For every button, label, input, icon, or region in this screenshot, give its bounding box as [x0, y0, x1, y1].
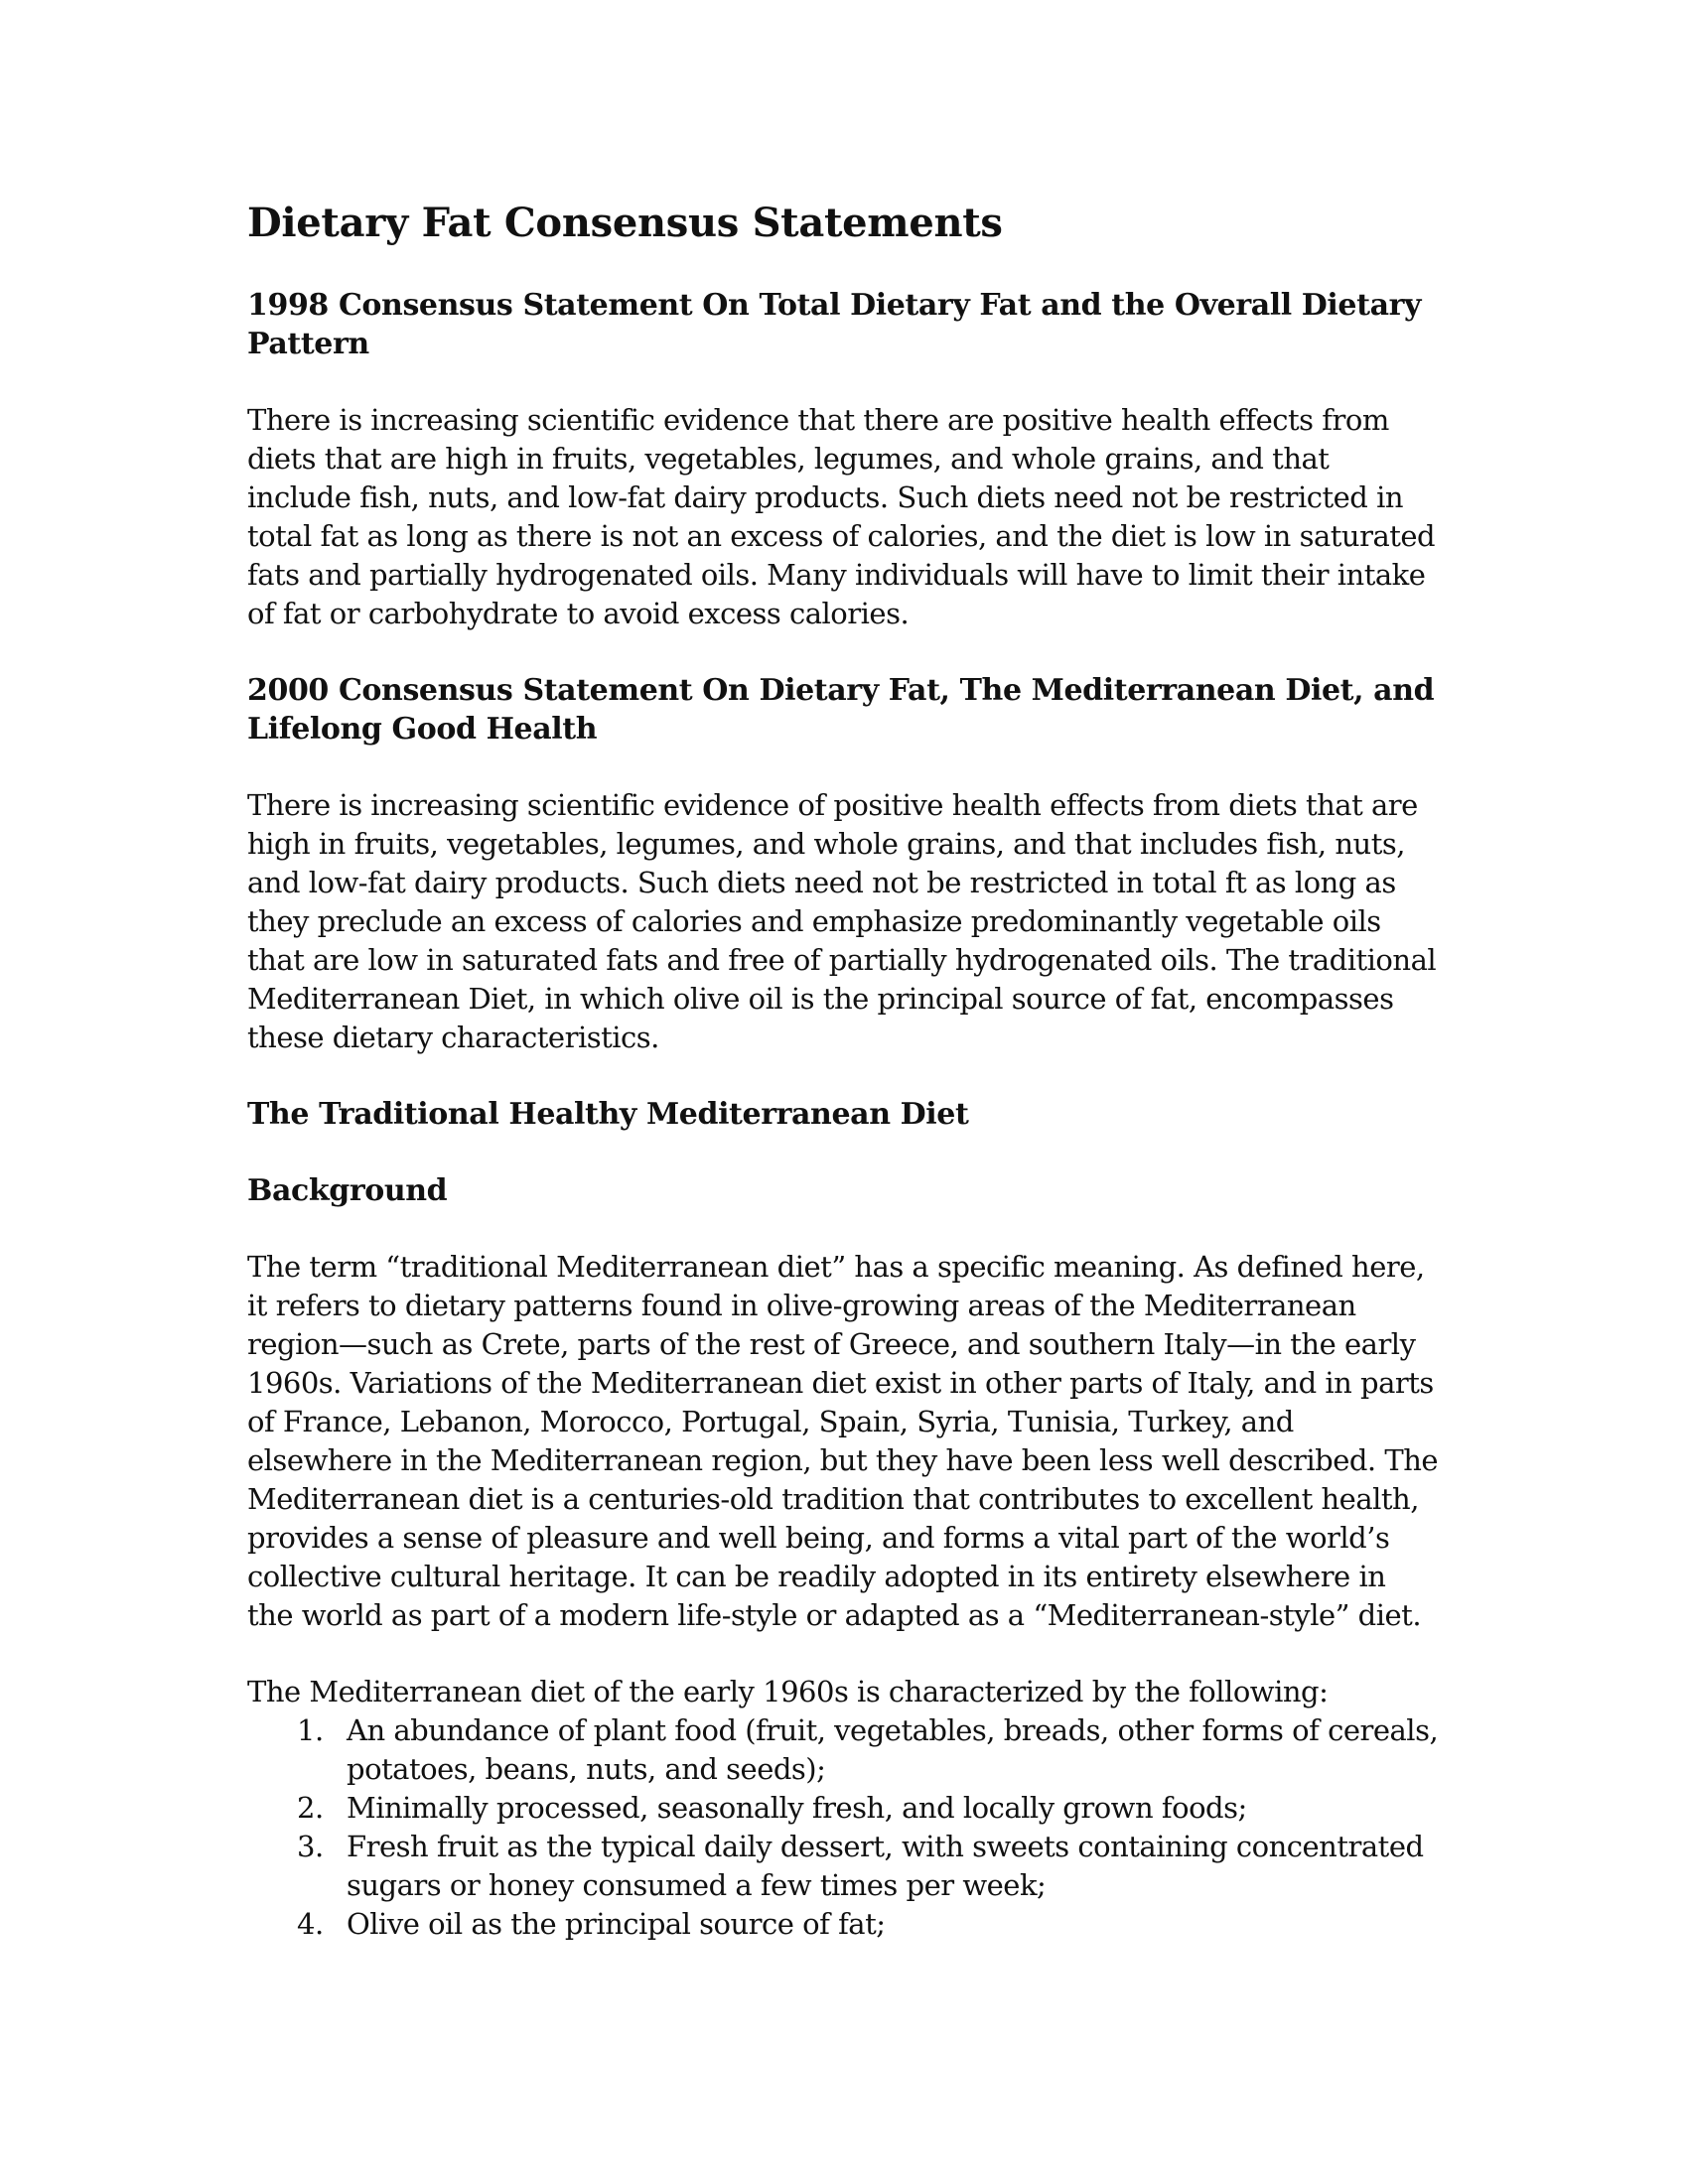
list-item-text: An abundance of plant food (fruit, vegetables, breads, other forms of cereals, potatoes, beans, nuts, and seeds); — [347, 1713, 1439, 1786]
list-item-number: 3. — [297, 1830, 324, 1863]
list-item-number: 4. — [297, 1907, 324, 1941]
section-2000-paragraph: There is increasing scientific evidence of positive health effects from diets that are high in fruits, vegetables, legumes, and whole grains, and that includes fish, nuts, and low-fat dairy products. Such diets need not be restricted in total ft as long as they preclude an excess of calories and emphasize predominantly vegetable oils that are low in saturated fats and free of partially hydrogenated oils. The traditional Mediterranean Diet, in which olive oil is the principal source of fat, encompasses these dietary characteristics. — [247, 788, 1437, 1054]
list-item-text: Olive oil as the principal source of fat; — [347, 1907, 886, 1941]
list-item-text: Minimally processed, seasonally fresh, and locally grown foods; — [347, 1791, 1247, 1825]
section-2000-heading: 2000 Consensus Statement On Dietary Fat, The Mediterranean Diet, and Lifelong Good Health — [247, 673, 1435, 747]
characteristics-intro: The Mediterranean diet of the early 1960s is characterized by the following: — [247, 1675, 1329, 1708]
background-paragraph: The term “traditional Mediterranean diet” has a specific meaning. As defined here, it refers to dietary patterns found in olive-growing areas of the Mediterranean region—such as Crete, parts of the rest of Greece, and southern Italy—in the early 1960s. Variations of the Mediterranean diet exist in other parts of Italy, and in parts of France, Lebanon, Morocco, Portugal, Spain, Syria, Tunisia, Turkey, and elsewhere in the Mediterranean region, but they have been less well described. The Mediterranean diet is a centuries-old tradition that contributes to excellent health, provides a sense of pleasure and well being, and forms a vital part of the world’s collective cultural heritage. It can be readily adopted in its entirety elsewhere in the world as part of a modern life-style or adapted as a “Mediterranean-style” diet. — [247, 1250, 1439, 1632]
document-title: Dietary Fat Consensus Statements — [247, 200, 1003, 246]
characteristics-list — [247, 1711, 1439, 1944]
section-1998-heading: 1998 Consensus Statement On Total Dietary Fat and the Overall Dietary Pattern — [247, 288, 1422, 361]
list-item — [247, 1711, 1439, 1789]
list-item-number: 2. — [297, 1791, 324, 1825]
list-item — [247, 1789, 1439, 1828]
list-item-number: 1. — [297, 1713, 324, 1747]
document-page — [247, 199, 1439, 1944]
list-item — [247, 1828, 1439, 1905]
traditional-diet-heading: The Traditional Healthy Mediterranean Diet — [247, 1097, 969, 1132]
list-item — [247, 1905, 1439, 1944]
section-1998-paragraph: There is increasing scientific evidence that there are positive health effects from diets that are high in fruits, vegetables, legumes, and whole grains, and that include fish, nuts, and low-fat dairy products. Such diets need not be restricted in total fat as long as there is not an excess of calories, and the diet is low in saturated fats and partially hydrogenated oils. Many individuals will have to limit their intake of fat or carbohydrate to avoid excess calories. — [247, 403, 1436, 630]
background-heading: Background — [247, 1173, 448, 1208]
list-item-text: Fresh fruit as the typical daily dessert, with sweets containing concentrated sugars or honey consumed a few times per week; — [347, 1830, 1424, 1902]
